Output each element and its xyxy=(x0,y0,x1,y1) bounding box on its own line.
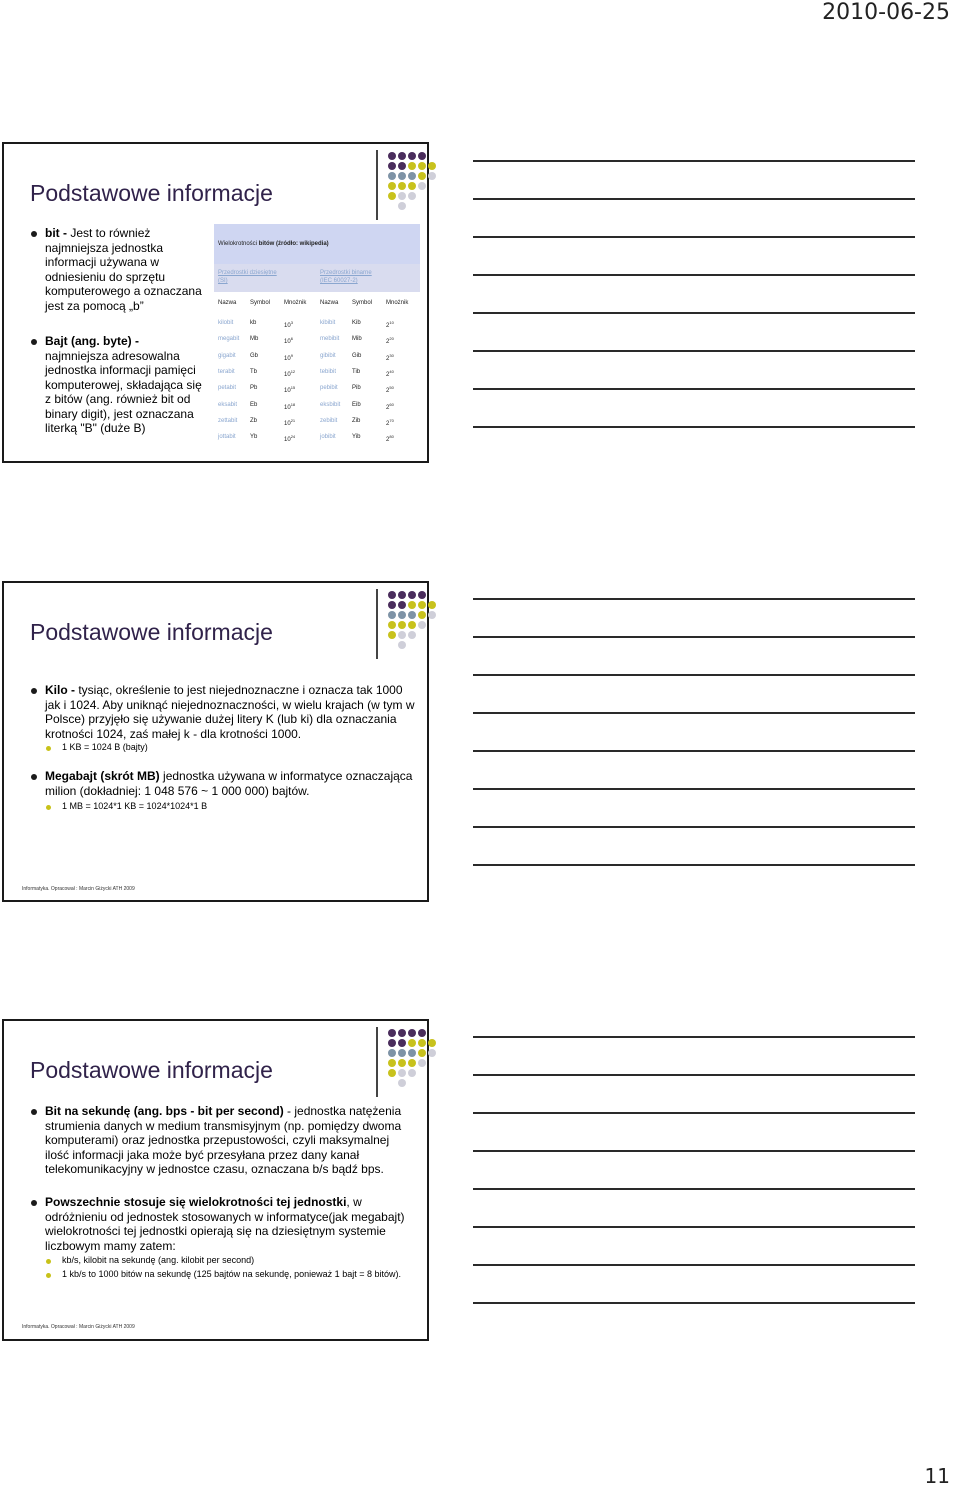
table-group-header-band xyxy=(214,264,420,292)
binary-exponent: 80 xyxy=(389,434,394,440)
binary-multiplier: $2^{50}$ xyxy=(386,385,394,395)
slide-divider-line xyxy=(376,150,378,220)
binary-symbol: Mib xyxy=(352,336,362,343)
slide-divider-line xyxy=(376,589,378,659)
binary-exponent: 70 xyxy=(389,417,394,423)
sub-bullet-marker xyxy=(46,1273,51,1278)
sub-bullet-marker xyxy=(46,746,51,751)
decimal-symbol: Zb xyxy=(250,417,258,424)
binary-multiplier: $2^{40}$ xyxy=(386,368,394,378)
bullet-marker xyxy=(31,688,37,694)
binary-multiplier: $2^{60}$ xyxy=(386,401,394,411)
dot-grid-logo xyxy=(386,1029,434,1087)
slide-footer: Informatyka. Opracował : Marcin Giżycki ATH 2009 xyxy=(22,886,135,892)
decimal-exponent: 21 xyxy=(290,417,296,423)
page-date: 2010-06-25 xyxy=(822,0,950,25)
decimal-prefix-link[interactable]: eksabit xyxy=(218,401,238,408)
table-header-cell: Symbol xyxy=(250,300,271,306)
slide-divider-line xyxy=(376,1027,378,1097)
binary-exponent: 10 xyxy=(389,320,394,325)
decimal-multiplier: $10^6$ xyxy=(284,336,293,346)
group-binary-link[interactable]: Przedrostki binarne xyxy=(320,270,372,276)
bullet-multiples: Powszechnie stosuje się wielokrotności tej jednostki, w odróżnieniu od jednostek stosowanych w informatyce(jak megabajt) wielokrotności tej jednostki opierają się na dziesiętnym systemie liczbowym mamy zatem: xyxy=(45,1195,405,1253)
slide-2 xyxy=(2,581,429,902)
sub-bullet-kb: 1 KB = 1024 B (bajty) xyxy=(62,742,148,752)
decimal-multiplier: $10^{18}$ xyxy=(284,401,296,411)
decimal-exponent: 6 xyxy=(290,336,293,342)
table-caption: Wielokrotności bitów (źródło: wikipedia) xyxy=(218,241,329,247)
dot-grid-logo xyxy=(386,591,434,649)
sub-bullet-mb: 1 MB = 1024*1 KB = 1024*1024*1 B xyxy=(62,801,208,811)
decimal-multiplier: $10^{12}$ xyxy=(284,368,296,378)
bullet-bajt: Bajt (ang. byte) - najmniejsza adresowalna jednostka informacji pamięci komputerowej, składająca się z bitów (ang. również bit od binary digit), jest oznaczana literką "B" (duże B) xyxy=(45,334,202,435)
sub-bullet-kbs: kb/s, kilobit na sekundę (ang. kilobit per second) xyxy=(62,1255,255,1265)
decimal-prefix-link[interactable]: zettabit xyxy=(218,417,238,424)
binary-multiplier: $2^{30}$ xyxy=(386,352,394,362)
decimal-prefix-link[interactable]: kilobit xyxy=(218,320,234,326)
binary-exponent: 60 xyxy=(389,401,394,407)
decimal-symbol: kb xyxy=(250,320,257,326)
binary-symbol: Eib xyxy=(352,401,361,408)
binary-prefix-link[interactable]: mebibit xyxy=(320,336,340,343)
decimal-prefix-link[interactable]: petabit xyxy=(218,385,237,392)
bullet-marker xyxy=(31,1200,37,1206)
slide-title: Podstawowe informacje xyxy=(30,180,273,206)
page-number: 11 xyxy=(924,1464,950,1488)
binary-multiplier: $2^{20}$ xyxy=(386,336,394,346)
binary-multiplier: $2^{10}$ xyxy=(386,320,394,329)
slide-title: Podstawowe informacje xyxy=(30,1057,273,1083)
binary-prefix-link[interactable]: pebibit xyxy=(320,385,338,392)
binary-prefix-link[interactable]: zebibit xyxy=(320,417,338,424)
binary-prefix-link[interactable]: kibibit xyxy=(320,320,336,326)
decimal-exponent: 18 xyxy=(290,401,296,407)
binary-prefix-link[interactable]: tebibit xyxy=(320,368,337,375)
decimal-multiplier: $10^3$ xyxy=(284,320,293,329)
table-header-cell: Mnożnik xyxy=(386,300,409,306)
bit-multiples-table xyxy=(214,224,420,447)
decimal-symbol: Mb xyxy=(250,336,259,343)
group-decimal-sub-link[interactable]: (SI) xyxy=(218,278,228,284)
group-decimal-link[interactable]: Przedrostki dziesiętne xyxy=(218,270,277,276)
binary-multiplier: $2^{70}$ xyxy=(386,417,394,427)
bullet-bit: bit - Jest to również najmniejsza jednostka informacji używana w odniesieniu do sprzętu komputerowego a oznaczana jest za pomocą „b” xyxy=(45,226,202,313)
binary-prefix-link[interactable]: eksbibit xyxy=(320,401,341,408)
decimal-exponent: 9 xyxy=(290,352,293,358)
slide-title: Podstawowe informacje xyxy=(30,619,273,645)
decimal-multiplier: $10^{24}$ xyxy=(284,434,296,444)
binary-symbol: Zib xyxy=(352,417,361,424)
decimal-exponent: 12 xyxy=(290,368,296,374)
dot-grid-logo xyxy=(386,152,434,210)
decimal-symbol: Gb xyxy=(250,352,259,359)
decimal-exponent: 3 xyxy=(290,320,293,325)
binary-prefix-link[interactable]: gibibit xyxy=(320,352,336,359)
group-binary-sub-link[interactable]: (IEC 60027-2) xyxy=(320,278,358,284)
slide-footer: Informatyka. Opracował : Marcin Giżycki ATH 2009 xyxy=(22,1324,135,1330)
table-header-cell: Symbol xyxy=(352,300,373,306)
binary-symbol: Pib xyxy=(352,385,361,392)
decimal-prefix-link[interactable]: megabit xyxy=(218,336,240,343)
bullet-marker xyxy=(31,339,37,345)
binary-exponent: 30 xyxy=(389,352,394,358)
sub-bullet-1kbs: 1 kb/s to 1000 bitów na sekundę (125 bajtów na sekundę, ponieważ 1 bajt = 8 bitów). xyxy=(62,1269,401,1279)
decimal-multiplier: $10^{15}$ xyxy=(284,385,296,395)
table-header-cell: Nazwa xyxy=(218,300,237,306)
binary-symbol: Gib xyxy=(352,352,362,359)
table-header-cell: Nazwa xyxy=(320,300,339,306)
decimal-exponent: 24 xyxy=(290,434,296,440)
decimal-exponent: 15 xyxy=(290,385,296,391)
binary-prefix-link[interactable]: jobibit xyxy=(320,434,336,441)
table-header-cell: Mnożnik xyxy=(284,300,307,306)
slide-3 xyxy=(2,1019,429,1341)
bullet-bps: Bit na sekundę (ang. bps - bit per second) - jednostka natężenia strumienia danych w medium transmisyjnym (np. pomiędzy dwoma komputerami) oraz jednostka przepustowości, czyli maksymalnej ilość informacji jaka może być przesyłana przez dany kanał telekomunikacyjny w jednostce czasu, oznaczana b/s bądź bps. xyxy=(45,1104,402,1176)
bullet-marker xyxy=(31,1109,37,1115)
bullet-marker xyxy=(31,231,37,237)
binary-symbol: Yib xyxy=(352,434,361,441)
sub-bullet-marker xyxy=(46,805,51,810)
decimal-prefix-link[interactable]: gigabit xyxy=(218,352,236,359)
binary-exponent: 40 xyxy=(389,368,394,374)
decimal-multiplier: $10^9$ xyxy=(284,352,293,362)
bullet-marker xyxy=(31,774,37,780)
binary-exponent: 50 xyxy=(389,385,394,391)
binary-multiplier: $2^{80}$ xyxy=(386,434,394,444)
sub-bullet-marker xyxy=(46,1259,51,1264)
binary-exponent: 20 xyxy=(389,336,394,342)
decimal-symbol: Eb xyxy=(250,401,258,408)
slide-1 xyxy=(2,142,429,463)
decimal-prefix-link[interactable]: jottabit xyxy=(218,434,236,441)
decimal-multiplier: $10^{21}$ xyxy=(284,417,296,427)
binary-symbol: Tib xyxy=(352,368,361,375)
bullet-megabajt: Megabajt (skrót MB) jednostka używana w informatyce oznaczająca milion (dokładniej: 1 048 576 ~ 1 000 000) bajtów. xyxy=(45,769,413,798)
decimal-symbol: Tb xyxy=(250,368,258,375)
decimal-symbol: Yb xyxy=(250,434,258,441)
decimal-symbol: Pb xyxy=(250,385,258,392)
binary-symbol: Kib xyxy=(352,320,361,326)
bullet-kilo: Kilo - tysiąc, określenie to jest niejednoznaczne i oznacza tak 1000 jak i 1024. Aby uniknąć niejednoznaczności, w wielu krajach (w tym w Polsce) przyjęło się używanie dużej litery K (lub ki) dla oznaczania krotności 1024, zaś małej k - dla krotności 1000. xyxy=(45,683,415,741)
decimal-prefix-link[interactable]: terabit xyxy=(218,368,235,375)
